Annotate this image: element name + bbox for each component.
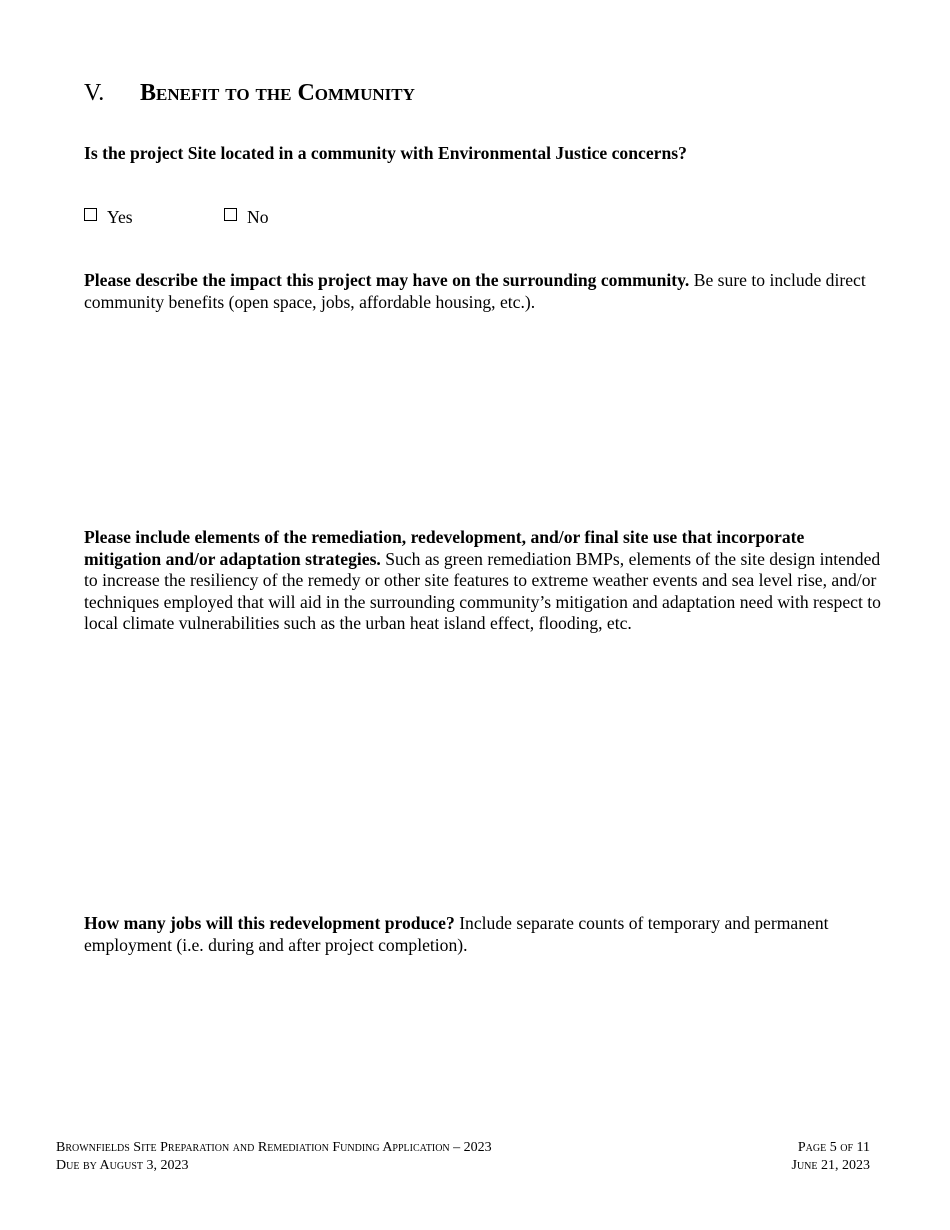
- yes-checkbox[interactable]: [84, 208, 97, 221]
- ej-yes-option[interactable]: [84, 206, 133, 228]
- climate-question: [84, 527, 884, 635]
- section-number: V.: [84, 80, 105, 106]
- ej-no-option[interactable]: [224, 206, 269, 228]
- no-checkbox[interactable]: [224, 208, 237, 221]
- footer-right: [792, 1139, 871, 1175]
- footer-due-date: Due by August 3, 2023: [56, 1158, 189, 1173]
- section-title: Benefit to the Community: [140, 80, 415, 106]
- footer-document-title: Brownfields Site Preparation and Remediation Funding Application – 2023: [56, 1140, 492, 1155]
- jobs-question-body: Include separate counts of temporary and permanent employment (i.e. during and after project completion).: [84, 913, 829, 955]
- footer-revision-date: June 21, 2023: [791, 1158, 870, 1173]
- impact-question-lead: Please describe the impact this project may have on the surrounding community.: [84, 270, 690, 290]
- climate-question-body: Such as green remediation BMPs, elements of the site design intended to increase the resiliency of the remedy or other site features to extreme weather events and sea level rise, and/or techniques employed that will aid in the surrounding community’s mitigation and adaptation need with respect to local climate vulnerabilities such as the urban heat island effect, flooding, etc.: [84, 548, 881, 633]
- footer-left: [56, 1139, 492, 1175]
- section-heading: [84, 78, 415, 108]
- yes-label: Yes: [107, 206, 133, 227]
- impact-answer-area[interactable]: [84, 320, 874, 515]
- impact-question-body: Be sure to include direct community benefits (open space, jobs, affordable housing, etc.).: [84, 270, 866, 312]
- jobs-question: [84, 913, 884, 956]
- jobs-question-lead: How many jobs will this redevelopment produce?: [84, 913, 455, 933]
- climate-answer-area[interactable]: [84, 662, 874, 902]
- jobs-answer-area[interactable]: [84, 962, 874, 1112]
- impact-question: [84, 270, 884, 313]
- footer-page-number: Page 5 of 11: [797, 1140, 870, 1155]
- climate-question-lead: Please include elements of the remediation, redevelopment, and/or final site use that incorporate mitigation and/or adaptation strategies.: [84, 527, 805, 569]
- no-label: No: [247, 206, 269, 227]
- ej-question: Is the project Site located in a community with Environmental Justice concerns?: [84, 143, 687, 163]
